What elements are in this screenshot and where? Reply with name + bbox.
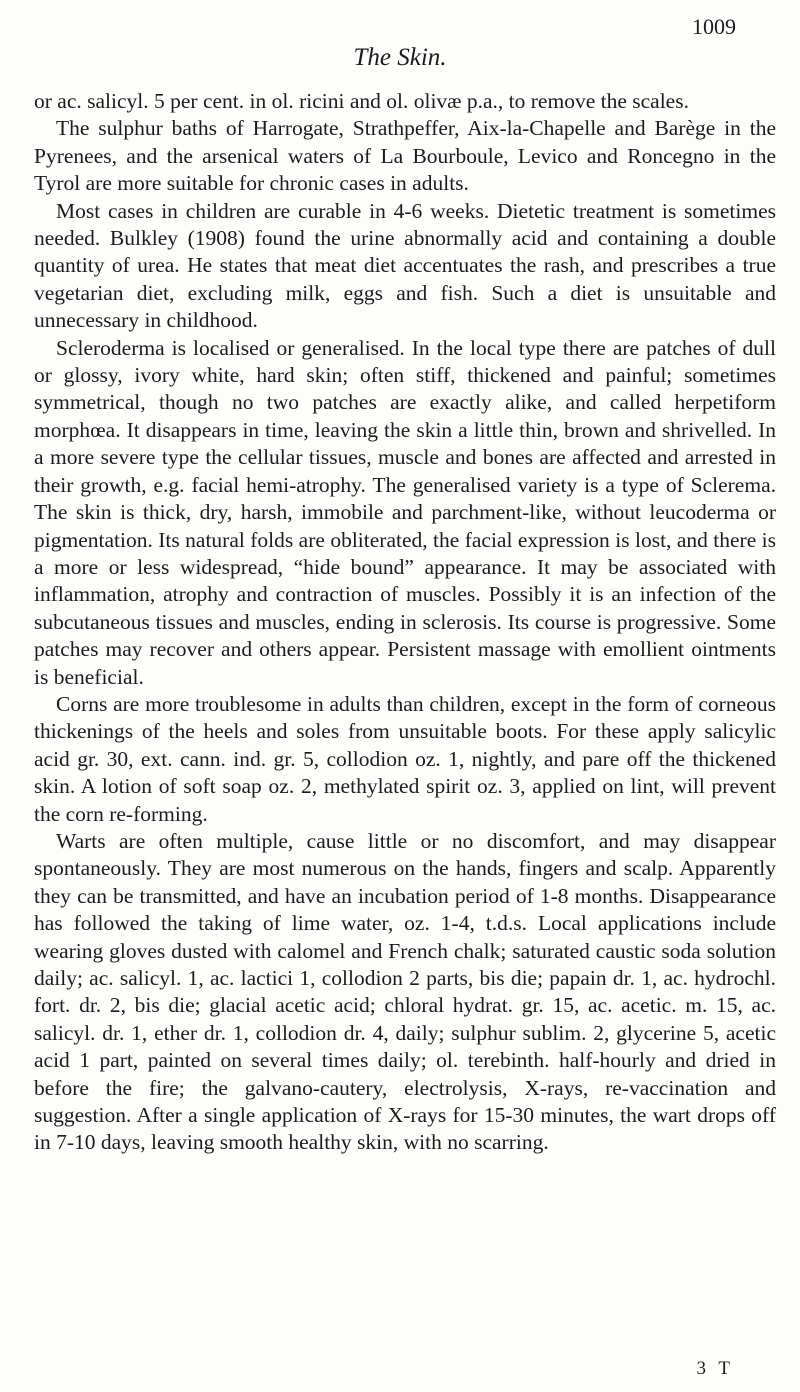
signature-mark: 3 T bbox=[696, 1358, 734, 1379]
page-number: 1009 bbox=[692, 14, 736, 39]
paragraph-scleroderma: Scleroderma is localised or generalised. In the local type there are patches of dull or glossy, ivory white, hard skin; often stiff, thickened and painful; sometimes symmetrical, though no two patches are exactly alike, and called herpetiform morphœa. It disappears in time, leaving the skin a little thin, brown and shrivelled. In a more severe type the cellular tissues, muscle and bones are affected and arrested in their growth, e.g. facial hemi-atrophy. The generalised variety is a type of Sclerema. The skin is thick, dry, harsh, immobile and parchment-like, without leucoderma or pigmentation. Its natural folds are obliterated, the facial expression is lost, and there is a more or less widespread, “hide bound” appearance. It may be associated with inflammation, atrophy and contraction of muscles. Possibly it is an infection of the subcutaneous tissues and muscles, ending in sclerosis. Its course is progressive. Some patches may recover and others appear. Persistent massage with emollient ointments is beneficial. bbox=[34, 335, 776, 689]
paragraph-warts: Warts are often multiple, cause little or no discomfort, and may disappear spontaneously. They are most numerous on the hands, fingers and scalp. Apparently they can be transmitted, and have an incubation period of 1-8 months. Disappearance has followed the taking of lime water, oz. 1-4, t.d.s. Local applications include wearing gloves dusted with calomel and French chalk; saturated caustic soda solution daily; ac. salicyl. 1, ac. lactici 1, collodion 2 parts, bis die; papain dr. 1, ac. hydrochl. fort. dr. 2, bis die; glacial acetic acid; chloral hydrat. gr. 15, ac. acetic. m. 15, ac. salicyl. dr. 1, ether dr. 1, collodion dr. 4, daily; sulphur sublim. 2, glycerine 5, acetic acid 1 part, painted on several times daily; ol. terebinth. half-hourly and dried in before the fire; the galvano-cautery, electrolysis, X-rays, re-vaccination and suggestion. After a single application of X-rays for 15-30 minutes, the wart drops off in 7-10 days, leaving smooth healthy skin, with no scarring. bbox=[34, 828, 776, 1155]
body-text bbox=[34, 88, 776, 1157]
running-title: The Skin. bbox=[353, 44, 447, 71]
paragraph-dietetic-treatment: Most cases in children are curable in 4-6 weeks. Dietetic treatment is sometimes needed. Bulkley (1908) found the urine abnormally acid and containing a double quantity of urea. He states that meat diet accentuates the rash, and prescribes a true vegetarian diet, excluding milk, eggs and fish. Such a diet is unsuitable and unnecessary in childhood. bbox=[34, 198, 776, 333]
paragraph-sulphur-baths: The sulphur baths of Harrogate, Strathpeffer, Aix-la-Chapelle and Barège in the Pyrenees, and the arsenical waters of La Bourboule, Levico and Roncegno in the Tyrol are more suitable for chronic cases in adults. bbox=[34, 116, 776, 196]
paragraph-salicyl-continuation: or ac. salicyl. 5 per cent. in ol. ricini and ol. olivæ p.a., to remove the scales. bbox=[34, 89, 689, 113]
paragraph-corns: Corns are more troublesome in adults than children, except in the form of corneous thickenings of the heels and soles from unsuitable boots. For these apply salicylic acid gr. 30, ext. cann. ind. gr. 5, collodion oz. 1, nightly, and pare off the thickened skin. A lotion of soft soap oz. 2, methylated spirit oz. 3, applied on lint, will prevent the corn re-forming. bbox=[34, 691, 776, 826]
